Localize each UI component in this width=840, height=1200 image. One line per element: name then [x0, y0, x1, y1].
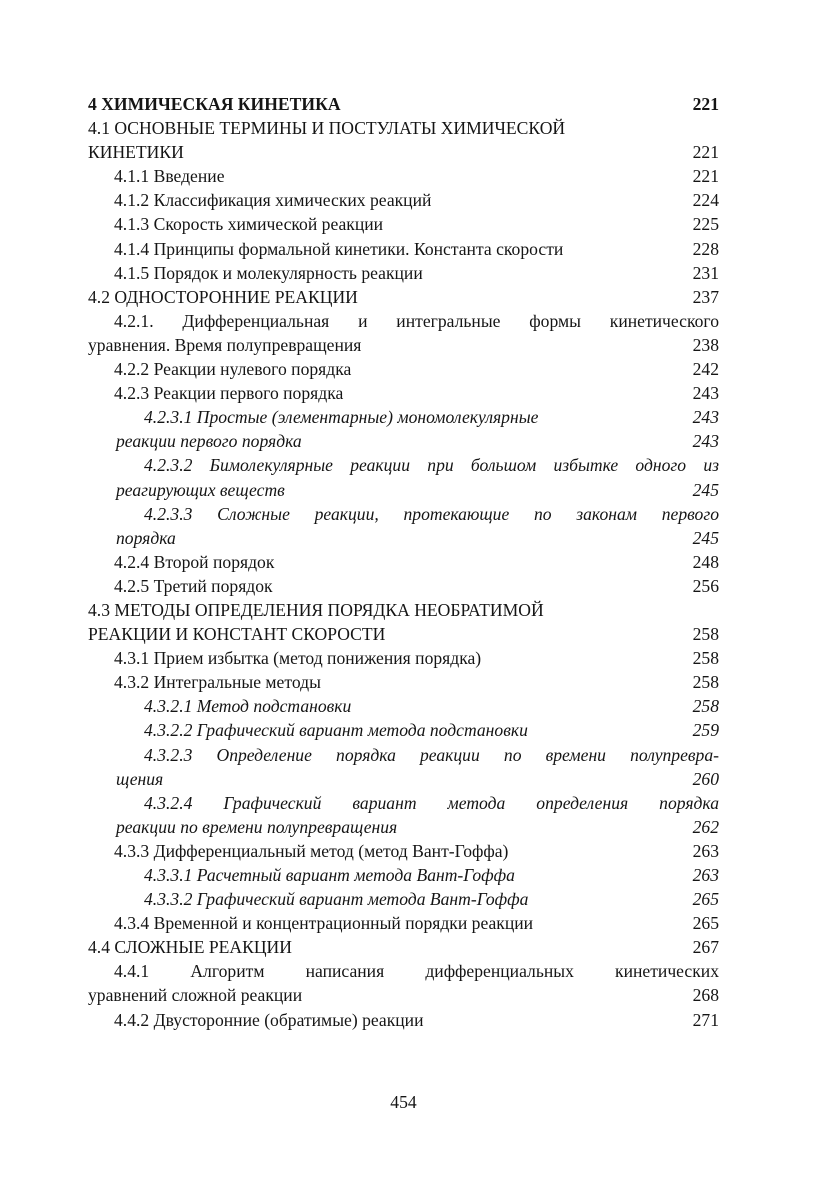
toc-line	[88, 140, 719, 164]
toc-entry-text: 4.3.3.2 Графический вариант метода Вант-Гоффа	[144, 889, 529, 910]
toc-entry-text: реакции по времени полупревращения	[116, 816, 398, 837]
toc-entry-text: 4.2.4 Второй порядок	[114, 551, 275, 572]
toc-entry-text: 4.1.2 Классификация химических реакций	[114, 190, 432, 211]
toc-entry-text: уравнений сложной реакции	[88, 985, 303, 1006]
toc-line	[88, 357, 719, 381]
toc-page-number: 228	[692, 238, 719, 259]
toc-page-number: 243	[692, 407, 719, 428]
toc-line	[88, 718, 719, 742]
toc-line	[88, 743, 719, 767]
toc-page-number: 263	[692, 840, 719, 861]
toc-entry-text: 4.3.2 Интегральные методы	[114, 672, 321, 693]
toc-entry-text: реагирующих веществ	[116, 479, 285, 500]
toc-line	[88, 333, 719, 357]
toc-page-number: 245	[692, 479, 719, 500]
toc-page-number: 256	[692, 575, 719, 596]
toc-page-number: 243	[692, 431, 719, 452]
toc-line	[88, 767, 719, 791]
toc-entry-text: 4.3.2.2 Графический вариант метода подстановки	[144, 720, 528, 741]
toc-entry-text: 4.1 ОСНОВНЫЕ ТЕРМИНЫ И ПОСТУЛАТЫ ХИМИЧЕСКОЙ	[88, 118, 566, 139]
toc-page-number: 242	[692, 359, 719, 380]
toc-entry-text: 4.2.1. Дифференциальная и интегральные формы кинетического	[114, 310, 719, 331]
toc-page-number: 225	[692, 214, 719, 235]
toc-entry-text: 4 ХИМИЧЕСКАЯ КИНЕТИКА	[88, 94, 341, 114]
toc-line	[88, 502, 719, 526]
toc-line	[88, 622, 719, 646]
toc-line	[88, 791, 719, 815]
toc-entry-text: 4.3.1 Прием избытка (метод понижения порядка)	[114, 648, 482, 669]
toc-entry-text: 4.3 МЕТОДЫ ОПРЕДЕЛЕНИЯ ПОРЯДКА НЕОБРАТИМОЙ	[88, 599, 544, 620]
toc-page-number: 258	[692, 648, 719, 669]
toc-line	[88, 574, 719, 598]
toc-entry-text: 4.2.5 Третий порядок	[114, 575, 273, 596]
toc-line	[88, 453, 719, 477]
toc-page-number: 258	[692, 624, 719, 645]
toc-entry-text: 4.1.1 Введение	[114, 166, 225, 187]
toc-page-number: 263	[692, 865, 719, 885]
toc-page-number: 258	[692, 672, 719, 693]
page-footer	[88, 1090, 719, 1114]
toc-page-number: 262	[692, 816, 719, 837]
toc-entry-text: 4.3.2.1 Метод подстановки	[144, 696, 352, 717]
toc-page-number: 221	[692, 94, 719, 114]
toc-line	[88, 911, 719, 935]
toc-page-number: 268	[692, 985, 719, 1006]
toc-page-number: 237	[692, 286, 719, 307]
toc-line	[88, 164, 719, 188]
toc-entry-text: 4.2 ОДНОСТОРОННИЕ РЕАКЦИИ	[88, 286, 358, 307]
toc-page-number: 265	[692, 889, 719, 910]
toc-line	[88, 839, 719, 863]
toc-line	[88, 646, 719, 670]
toc-line	[88, 863, 719, 887]
folio-page-number: 454	[390, 1092, 417, 1112]
toc-line	[88, 116, 719, 140]
toc-entry-text: 4.3.3.1 Расчетный вариант метода Вант-Гоффа	[144, 865, 515, 885]
toc-entry-text: 4.3.3 Дифференциальный метод (метод Вант-Гоффа)	[114, 840, 509, 861]
toc-page-number: 243	[692, 383, 719, 404]
toc-entry-text: 4.4.1 Алгоритм написания дифференциальных кинетических	[114, 961, 719, 982]
toc-entry-text: 4.2.3.2 Бимолекулярные реакции при большом избытке одного из	[144, 455, 719, 476]
toc-entry-text: 4.2.3.1 Простые (элементарные) мономолекулярные	[144, 407, 539, 428]
toc-page-number: 238	[692, 334, 719, 355]
toc-line	[88, 429, 719, 453]
toc-entry-text: 4.4.2 Двусторонние (обратимые) реакции	[114, 1009, 424, 1030]
toc-page-number: 245	[692, 527, 719, 548]
toc-line	[88, 1008, 719, 1032]
toc-entry-text: 4.2.3 Реакции первого порядка	[114, 383, 344, 404]
toc-entry-text: 4.3.4 Временной и концентрационный порядки реакции	[114, 913, 534, 934]
toc-page-number: 267	[692, 937, 719, 958]
toc-page-number: 231	[692, 262, 719, 283]
toc-entry-text: 4.2.3.3 Сложные реакции, протекающие по законам первого	[144, 503, 719, 524]
toc-line	[88, 478, 719, 502]
toc-entry-text: щения	[116, 768, 164, 789]
toc-page-number: 271	[692, 1009, 719, 1030]
toc-entry-text: уравнения. Время полупревращения	[88, 334, 362, 355]
toc-line	[88, 405, 719, 429]
toc-entry-text: порядка	[116, 527, 176, 548]
toc-page-number: 258	[692, 696, 719, 717]
toc-line	[88, 381, 719, 405]
toc-line	[88, 237, 719, 261]
toc-entry-text: 4.1.3 Скорость химической реакции	[114, 214, 384, 235]
toc-entry-text: реакции первого порядка	[116, 431, 302, 452]
toc-line	[88, 935, 719, 959]
toc-entry-text: 4.2.2 Реакции нулевого порядка	[114, 359, 352, 380]
toc-line	[88, 815, 719, 839]
toc-entry-text: 4.3.2.4 Графический вариант метода определения порядка	[144, 792, 719, 813]
toc-page-number: 259	[692, 720, 719, 741]
toc-entry-text: КИНЕТИКИ	[88, 142, 184, 163]
toc-page-number: 248	[692, 551, 719, 572]
toc-line	[88, 526, 719, 550]
toc-entry-text: 4.1.5 Порядок и молекулярность реакции	[114, 262, 423, 283]
toc-line	[88, 309, 719, 333]
toc-line	[88, 212, 719, 236]
toc-line	[88, 188, 719, 212]
toc-line	[88, 261, 719, 285]
toc-line	[88, 285, 719, 309]
toc-line	[88, 887, 719, 911]
toc-line	[88, 694, 719, 718]
toc-entry-text: 4.4 СЛОЖНЫЕ РЕАКЦИИ	[88, 937, 292, 958]
toc-line	[88, 598, 719, 622]
toc-line	[88, 550, 719, 574]
toc-entry-text: РЕАКЦИИ И КОНСТАНТ СКОРОСТИ	[88, 624, 386, 645]
table-of-contents	[88, 92, 719, 1032]
toc-entry-text: 4.3.2.3 Определение порядка реакции по времени полупревра-	[144, 744, 719, 765]
toc-page-number: 221	[692, 142, 719, 163]
toc-line	[88, 92, 719, 116]
toc-page-number: 224	[692, 190, 719, 211]
toc-line	[88, 670, 719, 694]
toc-page-number: 221	[692, 166, 719, 187]
toc-line	[88, 959, 719, 983]
toc-page-number: 265	[692, 913, 719, 934]
toc-line	[88, 983, 719, 1007]
toc-page-number: 260	[692, 768, 719, 789]
toc-entry-text: 4.1.4 Принципы формальной кинетики. Константа скорости	[114, 238, 564, 259]
